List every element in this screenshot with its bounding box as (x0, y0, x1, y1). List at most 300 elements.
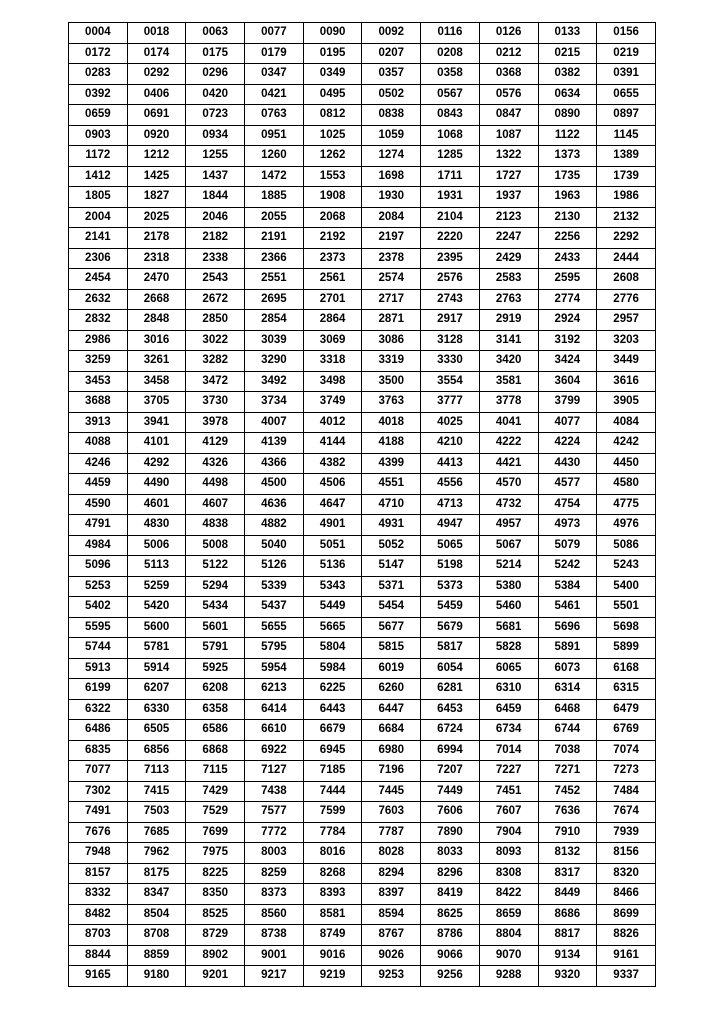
table-cell: 2848 (127, 310, 186, 331)
table-cell: 5815 (362, 638, 421, 659)
table-cell: 9256 (421, 966, 480, 987)
table-cell: 7415 (127, 781, 186, 802)
table-cell: 0421 (245, 84, 304, 105)
table-cell: 3319 (362, 351, 421, 372)
table-cell: 2178 (127, 228, 186, 249)
table-cell: 8804 (479, 925, 538, 946)
table-cell: 0004 (69, 23, 128, 44)
table-cell: 5434 (186, 597, 245, 618)
table-cell: 3069 (303, 330, 362, 351)
table-cell: 4775 (597, 494, 656, 515)
table-cell: 5126 (245, 556, 304, 577)
table-cell: 5420 (127, 597, 186, 618)
table-cell: 8708 (127, 925, 186, 946)
table-cell: 4088 (69, 433, 128, 454)
table-cell: 4224 (538, 433, 597, 454)
table-cell: 2130 (538, 207, 597, 228)
table-cell: 2338 (186, 248, 245, 269)
table-cell: 1885 (245, 187, 304, 208)
table-cell: 4636 (245, 494, 304, 515)
table-cell: 1472 (245, 166, 304, 187)
table-cell: 5925 (186, 658, 245, 679)
table-cell: 6322 (69, 699, 128, 720)
table-cell: 2191 (245, 228, 304, 249)
table-row (69, 863, 656, 884)
table-cell: 4077 (538, 412, 597, 433)
table-cell: 7599 (303, 802, 362, 823)
table-cell: 8268 (303, 863, 362, 884)
table-cell: 2561 (303, 269, 362, 290)
table-cell: 7273 (597, 761, 656, 782)
table-cell: 4947 (421, 515, 480, 536)
table-cell: 3330 (421, 351, 480, 372)
table-cell: 8504 (127, 904, 186, 925)
table-cell: 5198 (421, 556, 480, 577)
table-cell: 2743 (421, 289, 480, 310)
table-cell: 0934 (186, 125, 245, 146)
table-cell: 5460 (479, 597, 538, 618)
table-cell: 0406 (127, 84, 186, 105)
table-cell: 4025 (421, 412, 480, 433)
table-cell: 2444 (597, 248, 656, 269)
table-cell: 8132 (538, 843, 597, 864)
table-cell: 5136 (303, 556, 362, 577)
table-cell: 2132 (597, 207, 656, 228)
table-row (69, 310, 656, 331)
table-cell: 3290 (245, 351, 304, 372)
table-cell: 2672 (186, 289, 245, 310)
table-cell: 9161 (597, 945, 656, 966)
table-cell: 8466 (597, 884, 656, 905)
table-cell: 2986 (69, 330, 128, 351)
table-cell: 8296 (421, 863, 480, 884)
table-cell: 1172 (69, 146, 128, 167)
table-cell: 2763 (479, 289, 538, 310)
table-cell: 7890 (421, 822, 480, 843)
table-cell: 8817 (538, 925, 597, 946)
table-cell: 5461 (538, 597, 597, 618)
table-cell: 6065 (479, 658, 538, 679)
table-cell: 0838 (362, 105, 421, 126)
table-cell: 6835 (69, 740, 128, 761)
table-cell: 5501 (597, 597, 656, 618)
table-cell: 8749 (303, 925, 362, 946)
table-cell: 7438 (245, 781, 304, 802)
table-cell: 8560 (245, 904, 304, 925)
table-cell: 6443 (303, 699, 362, 720)
table-cell: 5122 (186, 556, 245, 577)
table-cell: 4430 (538, 453, 597, 474)
table-cell: 5437 (245, 597, 304, 618)
number-table (68, 22, 656, 987)
table-cell: 0090 (303, 23, 362, 44)
table-cell: 5984 (303, 658, 362, 679)
table-cell: 7784 (303, 822, 362, 843)
table-cell: 8259 (245, 863, 304, 884)
table-cell: 2068 (303, 207, 362, 228)
table-cell: 4007 (245, 412, 304, 433)
table-cell: 0691 (127, 105, 186, 126)
table-cell: 3705 (127, 392, 186, 413)
table-row (69, 207, 656, 228)
table-cell: 7429 (186, 781, 245, 802)
table-cell: 4607 (186, 494, 245, 515)
table-cell: 0897 (597, 105, 656, 126)
table-cell: 0392 (69, 84, 128, 105)
table-cell: 6447 (362, 699, 421, 720)
table-cell: 8525 (186, 904, 245, 925)
table-cell: 1844 (186, 187, 245, 208)
table-cell: 0018 (127, 23, 186, 44)
table-cell: 2378 (362, 248, 421, 269)
table-cell: 3734 (245, 392, 304, 413)
table-row (69, 64, 656, 85)
table-cell: 4129 (186, 433, 245, 454)
table-cell: 4957 (479, 515, 538, 536)
table-cell: 1087 (479, 125, 538, 146)
table-cell: 2084 (362, 207, 421, 228)
table-cell: 7674 (597, 802, 656, 823)
table-cell: 5371 (362, 576, 421, 597)
table-cell: 2182 (186, 228, 245, 249)
table-cell: 4713 (421, 494, 480, 515)
table-cell: 3192 (538, 330, 597, 351)
table-cell: 5384 (538, 576, 597, 597)
table-cell: 6199 (69, 679, 128, 700)
table-cell: 5402 (69, 597, 128, 618)
table-cell: 5006 (127, 535, 186, 556)
table-cell: 5677 (362, 617, 421, 638)
table-row (69, 740, 656, 761)
table-cell: 1389 (597, 146, 656, 167)
table-cell: 3039 (245, 330, 304, 351)
table-cell: 3498 (303, 371, 362, 392)
table-cell: 5052 (362, 535, 421, 556)
table-cell: 9066 (421, 945, 480, 966)
table-cell: 0890 (538, 105, 597, 126)
table-cell: 0175 (186, 43, 245, 64)
table-cell: 5086 (597, 535, 656, 556)
table-cell: 0812 (303, 105, 362, 126)
table-row (69, 371, 656, 392)
table-cell: 0215 (538, 43, 597, 64)
table-row (69, 699, 656, 720)
table-cell: 4976 (597, 515, 656, 536)
table-cell: 6922 (245, 740, 304, 761)
table-cell: 5817 (421, 638, 480, 659)
table-row (69, 392, 656, 413)
table-row (69, 781, 656, 802)
table-cell: 0126 (479, 23, 538, 44)
table-cell: 4590 (69, 494, 128, 515)
table-cell: 3799 (538, 392, 597, 413)
table-cell: 2306 (69, 248, 128, 269)
table-cell: 5380 (479, 576, 538, 597)
table-cell: 4551 (362, 474, 421, 495)
table-cell: 1322 (479, 146, 538, 167)
table-cell: 9288 (479, 966, 538, 987)
table-cell: 9337 (597, 966, 656, 987)
table-cell: 7113 (127, 761, 186, 782)
table-cell: 5913 (69, 658, 128, 679)
table-cell: 8225 (186, 863, 245, 884)
table-cell: 8659 (479, 904, 538, 925)
table-cell: 6724 (421, 720, 480, 741)
table-cell: 0920 (127, 125, 186, 146)
table-cell: 5665 (303, 617, 362, 638)
table-row (69, 904, 656, 925)
table-cell: 7962 (127, 843, 186, 864)
table-cell: 8317 (538, 863, 597, 884)
table-cell: 8844 (69, 945, 128, 966)
table-row (69, 43, 656, 64)
table-cell: 5795 (245, 638, 304, 659)
table-cell: 9016 (303, 945, 362, 966)
table-row (69, 556, 656, 577)
table-cell: 1937 (479, 187, 538, 208)
table-cell: 5454 (362, 597, 421, 618)
table-cell: 7529 (186, 802, 245, 823)
table-cell: 9320 (538, 966, 597, 987)
table-cell: 0092 (362, 23, 421, 44)
table-row (69, 658, 656, 679)
table-cell: 1412 (69, 166, 128, 187)
table-row (69, 966, 656, 987)
table-cell: 0391 (597, 64, 656, 85)
table-cell: 7271 (538, 761, 597, 782)
table-row (69, 576, 656, 597)
table-row (69, 187, 656, 208)
table-cell: 5259 (127, 576, 186, 597)
table-cell: 6945 (303, 740, 362, 761)
table-cell: 5954 (245, 658, 304, 679)
table-cell: 4791 (69, 515, 128, 536)
table-cell: 7185 (303, 761, 362, 782)
table-cell: 4570 (479, 474, 538, 495)
table-cell: 8157 (69, 863, 128, 884)
table-cell: 2247 (479, 228, 538, 249)
table-cell: 2551 (245, 269, 304, 290)
table-cell: 0502 (362, 84, 421, 105)
table-cell: 7603 (362, 802, 421, 823)
table-cell: 5601 (186, 617, 245, 638)
table-cell: 8449 (538, 884, 597, 905)
table-cell: 6744 (538, 720, 597, 741)
table-row (69, 433, 656, 454)
table-cell: 4459 (69, 474, 128, 495)
table-cell: 3763 (362, 392, 421, 413)
table-cell: 0195 (303, 43, 362, 64)
table-cell: 8308 (479, 863, 538, 884)
table-row (69, 474, 656, 495)
table-cell: 4647 (303, 494, 362, 515)
table-cell: 5096 (69, 556, 128, 577)
table-cell: 8826 (597, 925, 656, 946)
table-cell: 7503 (127, 802, 186, 823)
table-cell: 4382 (303, 453, 362, 474)
table-cell: 6684 (362, 720, 421, 741)
table-cell: 5051 (303, 535, 362, 556)
table-cell: 1274 (362, 146, 421, 167)
table-cell: 3978 (186, 412, 245, 433)
table-cell: 5914 (127, 658, 186, 679)
table-cell: 2957 (597, 310, 656, 331)
table-cell: 0576 (479, 84, 538, 105)
table-cell: 3777 (421, 392, 480, 413)
table-cell: 2717 (362, 289, 421, 310)
table-cell: 4210 (421, 433, 480, 454)
table-cell: 8786 (421, 925, 480, 946)
table-cell: 3778 (479, 392, 538, 413)
table-cell: 2919 (479, 310, 538, 331)
table-cell: 4931 (362, 515, 421, 536)
table-cell: 7606 (421, 802, 480, 823)
table-cell: 3141 (479, 330, 538, 351)
table-cell: 2141 (69, 228, 128, 249)
table-cell: 5781 (127, 638, 186, 659)
table-cell: 8594 (362, 904, 421, 925)
table-cell: 3128 (421, 330, 480, 351)
table-cell: 4577 (538, 474, 597, 495)
table-cell: 2192 (303, 228, 362, 249)
table-cell: 0156 (597, 23, 656, 44)
table-cell: 6769 (597, 720, 656, 741)
table-cell: 6281 (421, 679, 480, 700)
table-cell: 7685 (127, 822, 186, 843)
table-cell: 1805 (69, 187, 128, 208)
table-row (69, 638, 656, 659)
table-cell: 8482 (69, 904, 128, 925)
table-row (69, 351, 656, 372)
table-cell: 8419 (421, 884, 480, 905)
table-cell: 4421 (479, 453, 538, 474)
table-cell: 8003 (245, 843, 304, 864)
table-cell: 5243 (597, 556, 656, 577)
table-cell: 5655 (245, 617, 304, 638)
table-row (69, 453, 656, 474)
table-cell: 1262 (303, 146, 362, 167)
table-cell: 4246 (69, 453, 128, 474)
table-cell: 6225 (303, 679, 362, 700)
table-cell: 3604 (538, 371, 597, 392)
table-cell: 1931 (421, 187, 480, 208)
table-cell: 7302 (69, 781, 128, 802)
table-cell: 8393 (303, 884, 362, 905)
table-cell: 7939 (597, 822, 656, 843)
table-cell: 3453 (69, 371, 128, 392)
table-cell: 8581 (303, 904, 362, 925)
table-cell: 6868 (186, 740, 245, 761)
table-cell: 7038 (538, 740, 597, 761)
table-cell: 2574 (362, 269, 421, 290)
table-row (69, 228, 656, 249)
table-cell: 4018 (362, 412, 421, 433)
table-row (69, 884, 656, 905)
table-cell: 3259 (69, 351, 128, 372)
table-cell: 2292 (597, 228, 656, 249)
table-cell: 1059 (362, 125, 421, 146)
table-cell: 6453 (421, 699, 480, 720)
table-cell: 6486 (69, 720, 128, 741)
table-cell: 4984 (69, 535, 128, 556)
table-cell: 5679 (421, 617, 480, 638)
table-cell: 4830 (127, 515, 186, 536)
table-cell: 5791 (186, 638, 245, 659)
table-cell: 2595 (538, 269, 597, 290)
table-row (69, 535, 656, 556)
table-cell: 5373 (421, 576, 480, 597)
table-cell: 5008 (186, 535, 245, 556)
table-cell: 1986 (597, 187, 656, 208)
table-cell: 3581 (479, 371, 538, 392)
table-cell: 7444 (303, 781, 362, 802)
table-cell: 2832 (69, 310, 128, 331)
table-cell: 3472 (186, 371, 245, 392)
table-cell: 9217 (245, 966, 304, 987)
table-cell: 0283 (69, 64, 128, 85)
table-cell: 7196 (362, 761, 421, 782)
table-row (69, 23, 656, 44)
table-cell: 4366 (245, 453, 304, 474)
table-cell: 5744 (69, 638, 128, 659)
table-cell: 3500 (362, 371, 421, 392)
table-cell: 8373 (245, 884, 304, 905)
table-cell: 0495 (303, 84, 362, 105)
table-cell: 2543 (186, 269, 245, 290)
table-cell: 5449 (303, 597, 362, 618)
table-cell: 2454 (69, 269, 128, 290)
table-row (69, 146, 656, 167)
table-cell: 3492 (245, 371, 304, 392)
table-cell: 1260 (245, 146, 304, 167)
table-cell: 2433 (538, 248, 597, 269)
table-cell: 3905 (597, 392, 656, 413)
table-cell: 6315 (597, 679, 656, 700)
table-row (69, 105, 656, 126)
table-cell: 3424 (538, 351, 597, 372)
table-cell: 2854 (245, 310, 304, 331)
table-row (69, 494, 656, 515)
table-cell: 6073 (538, 658, 597, 679)
table-cell: 4041 (479, 412, 538, 433)
table-cell: 7676 (69, 822, 128, 843)
table-cell: 2632 (69, 289, 128, 310)
table-cell: 0349 (303, 64, 362, 85)
table-cell: 5294 (186, 576, 245, 597)
table-cell: 1908 (303, 187, 362, 208)
table-cell: 8350 (186, 884, 245, 905)
table-cell: 1735 (538, 166, 597, 187)
table-cell: 0296 (186, 64, 245, 85)
table-cell: 1827 (127, 187, 186, 208)
table-cell: 6054 (421, 658, 480, 679)
table-cell: 7451 (479, 781, 538, 802)
table-row (69, 330, 656, 351)
table-cell: 6505 (127, 720, 186, 741)
table-cell: 5040 (245, 535, 304, 556)
table-cell: 7699 (186, 822, 245, 843)
table-cell: 8175 (127, 863, 186, 884)
table-cell: 4732 (479, 494, 538, 515)
table-cell: 0116 (421, 23, 480, 44)
table-cell: 3016 (127, 330, 186, 351)
table-cell: 6019 (362, 658, 421, 679)
table-cell: 7077 (69, 761, 128, 782)
table-cell: 3282 (186, 351, 245, 372)
table-row (69, 289, 656, 310)
table-cell: 8729 (186, 925, 245, 946)
table-cell: 4450 (597, 453, 656, 474)
